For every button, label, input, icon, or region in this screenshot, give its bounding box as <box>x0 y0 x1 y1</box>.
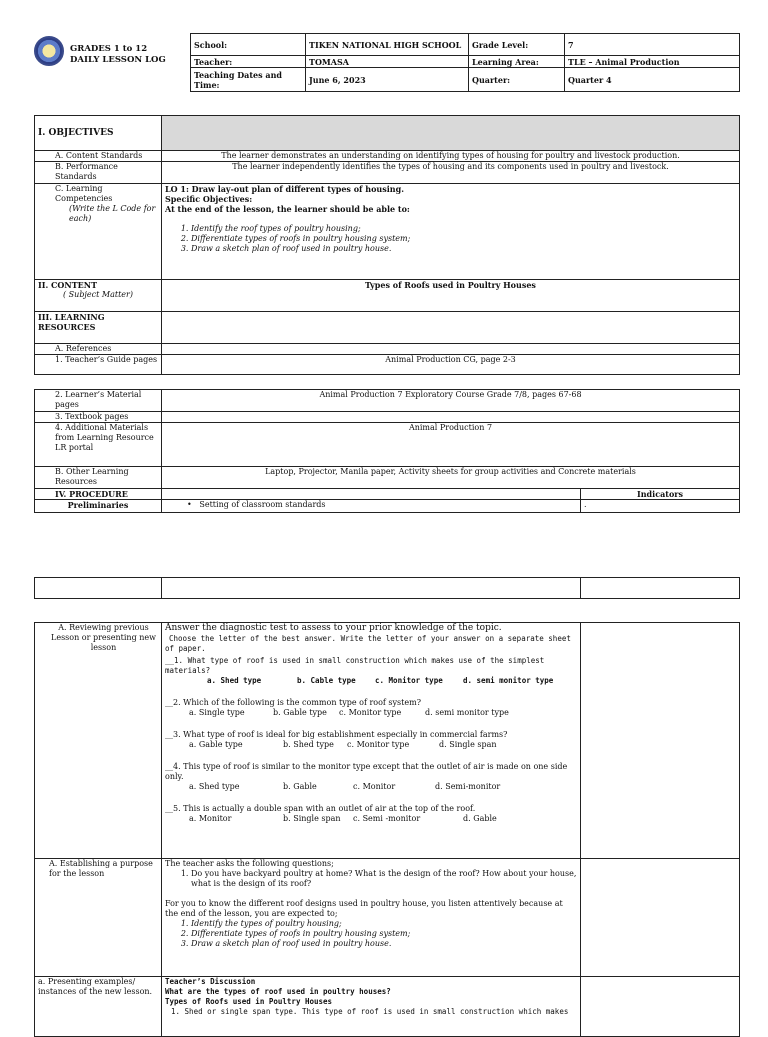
review-content: Answer the diagnostic test to assess to your prior knowledge of the topic. Choose the letter of the best answer. Write the letter of your answer on a separate sheet of paper. __1. What type of roof is used in small construction which makes use of the simplest materials? a. Shed type b. Cable type c. Monitor type d. semi monitor type __2. Which of the following is the common type of roof system? a. Single type b. Gable type c. Monitor type d. semi monitor type __3. What type of roof is ideal for big establishment especially in commercial farms? a. Gable type b. Shed type c. Monitor type d. Single span __4. This type of roof is similar to the monitor type except that the outlet of air is made on one side only. a. Shed type b. Gable c. Monitor d. Semi-monitor __5. This is actually a double span with an outlet of air at the top of the roof. a. Monitor b. Single span c. Semi -monitor d. Gable <box>162 623 581 859</box>
content-label: II. CONTENT ( Subject Matter) <box>35 280 162 312</box>
content-standards-label: A. Content Standards <box>35 151 162 162</box>
teachers-guide-label: 1. Teacher’s Guide pages <box>35 355 162 375</box>
textbook-label: 3. Textbook pages <box>35 412 162 423</box>
deped-seal <box>34 36 64 66</box>
competencies-label: C. Learning Competencies (Write the L Code for each) <box>35 184 162 280</box>
grade-label: Grade Level: <box>469 34 565 56</box>
review-label: A. Reviewing previous Lesson or presenting new lesson <box>35 623 162 859</box>
q3-options: a. Gable type b. Shed type c. Monitor type d. Single span <box>189 740 497 749</box>
dll-title: GRADES 1 to 12 DAILY LESSON LOG <box>70 44 166 65</box>
objectives-table <box>34 115 740 375</box>
dates-value: June 6, 2023 <box>306 68 469 92</box>
performance-standards-text: The learner independently identifies the types of housing and its components used in poultry and livestock. <box>162 162 740 184</box>
q5-options: a. Monitor b. Single span c. Semi -monitor d. Gable <box>189 814 497 823</box>
quarter-label: Quarter: <box>469 68 565 92</box>
preliminaries-text: • Setting of classroom standards <box>162 500 581 513</box>
preliminaries-indicator: . <box>581 500 740 513</box>
competencies-text: LO 1: Draw lay-out plan of different types of housing. Specific Objectives: At the end of the lesson, the learner should be able to: 1. Identify the roof types of poultry housing; 2. Differentiate types of roofs in poultry housing system; 3. Draw a sketch plan of roof used in poultry house. <box>162 184 740 280</box>
q4-options: a. Shed type b. Gable c. Monitor d. Semi-monitor <box>189 782 501 791</box>
learners-material-text: Animal Production 7 Exploratory Course Grade 7/8, pages 67-68 <box>162 390 740 412</box>
objectives-title: I. OBJECTIVES <box>35 116 162 151</box>
other-resources-text: Laptop, Projector, Manila paper, Activity sheets for group activities and Concrete materials <box>162 467 740 489</box>
grade-value: 7 <box>565 34 740 56</box>
objectives-shade <box>162 116 740 151</box>
examples-content: Teacher’s Discussion What are the types of roof used in poultry houses? Types of Roofs used in Poultry Houses 1. Shed or single span type. This type of roof is used in small construction which makes <box>162 977 581 1037</box>
purpose-label: A. Establishing a purpose for the lesson <box>35 859 162 977</box>
dates-label: Teaching Dates and Time: <box>191 68 306 92</box>
other-resources-label: B. Other Learning Resources <box>35 467 162 489</box>
quarter-value: Quarter 4 <box>565 68 740 92</box>
purpose-list: 1. Identify the types of poultry housing; 2. Differentiate types of roofs in poultry housing system; 3. Draw a sketch plan of roof used in poultry house. <box>165 919 577 949</box>
teacher-value: TOMASA <box>306 56 469 68</box>
content-standards-text: The learner demonstrates an understanding on identifying types of housing for poultry and livestock production. <box>162 151 740 162</box>
school-label: School: <box>191 34 306 56</box>
performance-standards-label: B. Performance Standards <box>35 162 162 184</box>
q1-options: a. Shed type b. Cable type c. Monitor type d. semi monitor type <box>207 676 554 685</box>
additional-materials-label: 4. Additional Materials from Learning Resource LR portal <box>35 423 162 467</box>
procedure-table <box>34 622 740 1037</box>
blank-table <box>34 577 740 599</box>
additional-materials-text: Animal Production 7 <box>162 423 740 467</box>
resources-label: III. LEARNING RESOURCES <box>35 312 162 344</box>
learners-material-label: 2. Learner’s Material pages <box>35 390 162 412</box>
examples-label: a. Presenting examples/ instances of the new lesson. <box>35 977 162 1037</box>
teacher-label: Teacher: <box>191 56 306 68</box>
references-label: A. References <box>35 344 162 355</box>
q2-options: a. Single type b. Gable type c. Monitor type d. semi monitor type <box>189 708 509 717</box>
indicators-label: Indicators <box>581 489 740 500</box>
area-label: Learning Area: <box>469 56 565 68</box>
resources-table <box>34 389 740 513</box>
procedure-label: IV. PROCEDURE <box>35 489 162 500</box>
content-text: Types of Roofs used in Poultry Houses <box>162 280 740 312</box>
objective-list: 1. Identify the roof types of poultry housing; 2. Differentiate types of roofs in poultry housing system; 3. Draw a sketch plan of roof used in poultry house. <box>165 224 736 254</box>
teachers-guide-text: Animal Production CG, page 2-3 <box>162 355 740 375</box>
area-value: TLE – Animal Production <box>565 56 740 68</box>
header-table <box>190 33 740 92</box>
preliminaries-label: Preliminaries <box>35 500 162 513</box>
school-value: TIKEN NATIONAL HIGH SCHOOL <box>306 34 469 56</box>
purpose-content: The teacher asks the following questions; 1. Do you have backyard poultry at home? What is the design of the roof? How about your house, what is the design of its roof? For you to know the different roof designs used in poultry house, you listen attentively because at the end of the lesson, you are expected to; 1. Identify the types of poultry housing; 2. Differentiate types of roofs in poultry housing system; 3. Draw a sketch plan of roof used in poultry house. <box>162 859 581 977</box>
